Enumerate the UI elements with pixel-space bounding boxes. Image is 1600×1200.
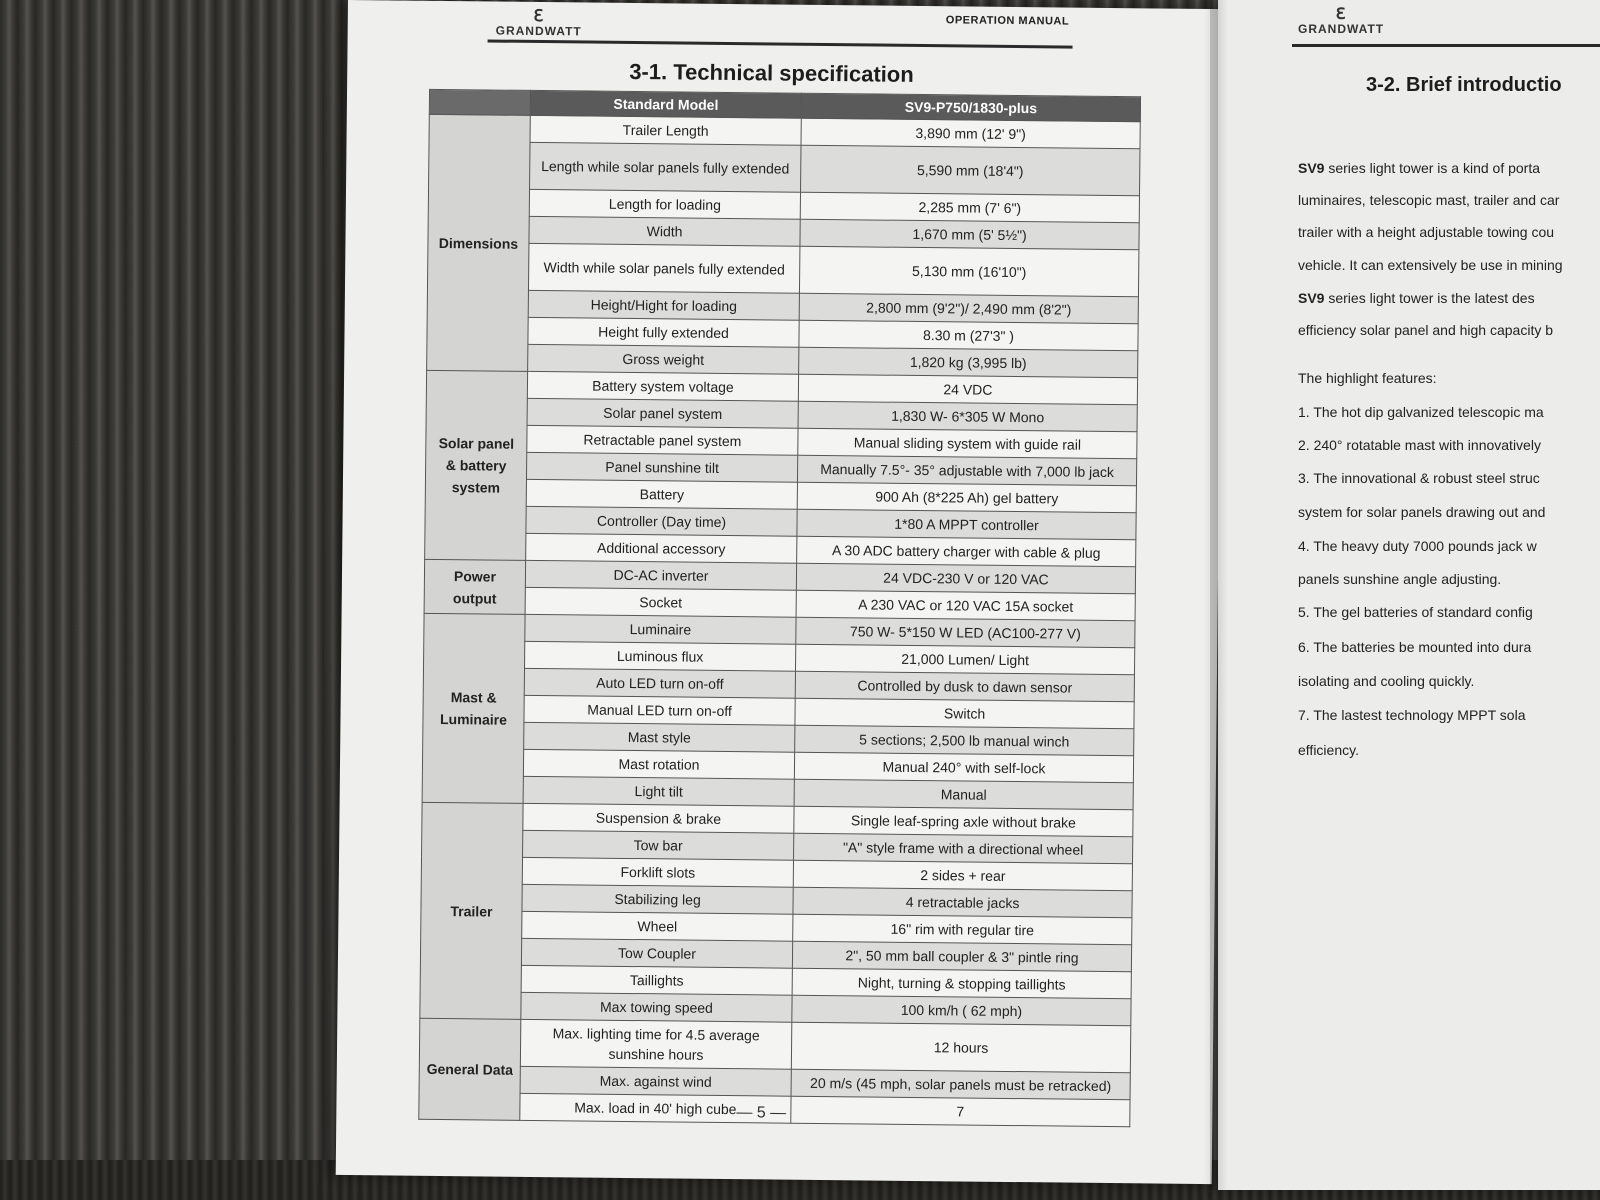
group-label: Solar panel & battery system — [425, 370, 528, 560]
spec-item: Battery system voltage — [527, 371, 798, 401]
intro-line — [1298, 224, 1554, 240]
table-row — [429, 141, 1140, 195]
table-row — [427, 242, 1138, 296]
spec-item: Taillights — [521, 965, 792, 995]
spec-value: Controlled by dusk to dawn sensor — [795, 671, 1134, 702]
spec-item: Mast rotation — [523, 749, 794, 779]
intro-line-text: vehicle. It can extensively be use in mining — [1298, 257, 1563, 273]
group-label: Mast & Luminaire — [422, 613, 525, 803]
spec-item: Max. lighting time for 4.5 average sunshine hours — [520, 1019, 791, 1069]
brand-logo — [495, 7, 582, 39]
intro-line-text: luminaires, telescopic mast, trailer and car — [1298, 192, 1560, 208]
spec-value: 1,830 W- 6*305 W Mono — [798, 401, 1137, 432]
intro-line — [1298, 160, 1540, 176]
intro-line-text: 4. The heavy duty 7000 pounds jack w — [1298, 538, 1537, 554]
spec-value: Night, turning & stopping taillights — [792, 968, 1131, 999]
spec-value: 1,670 mm (5' 5½") — [800, 219, 1139, 250]
group-label: Dimensions — [427, 114, 531, 371]
spec-item: Solar panel system — [527, 398, 798, 428]
intro-line-text: efficiency solar panel and high capacity b — [1298, 322, 1554, 338]
book-gutter — [1210, 0, 1228, 1190]
header-rule-right — [1292, 44, 1600, 47]
spec-table — [418, 89, 1141, 1127]
spec-item: Forklift slots — [522, 857, 793, 887]
spec-item: Tow bar — [523, 830, 794, 860]
intro-line-text: 5. The gel batteries of standard config — [1298, 604, 1533, 620]
header-standard-model: Standard Model — [530, 90, 801, 118]
intro-line-text: 3. The innovational & robust steel struc — [1298, 470, 1540, 486]
intro-line-text: efficiency. — [1298, 742, 1359, 758]
spec-value: Single leaf-spring axle without brake — [794, 806, 1133, 837]
spec-item: Trailer Length — [530, 115, 801, 145]
spec-value: A 30 ADC battery charger with cable & plug — [797, 536, 1136, 567]
spec-value: 1*80 A MPPT controller — [797, 509, 1136, 540]
intro-line-text: 2. 240° rotatable mast with innovatively — [1298, 437, 1541, 453]
group-label: General Data — [419, 1018, 521, 1120]
intro-line — [1298, 370, 1437, 386]
spec-item: Max. load in 40' high cube — [520, 1093, 791, 1123]
brand-logo-right — [1298, 8, 1384, 36]
intro-line — [1298, 437, 1541, 453]
spec-item: Tow Coupler — [521, 938, 792, 968]
intro-line-text: panels sunshine angle adjusting. — [1298, 571, 1502, 587]
page-title: 3-1. Technical specification — [629, 58, 914, 87]
intro-line-bold: SV9 — [1298, 160, 1325, 176]
spec-item: Width while solar panels fully extended — [528, 243, 799, 293]
intro-line-text: 7. The lastest technology MPPT sola — [1298, 707, 1526, 723]
spec-value: 2,800 mm (9'2")/ 2,490 mm (8'2") — [799, 293, 1138, 324]
spec-value: 3,890 mm (12' 9") — [801, 118, 1140, 149]
spec-item: Controller (Day time) — [526, 506, 797, 536]
spec-value: 5,130 mm (16'10") — [799, 246, 1138, 297]
spec-item: Light tilt — [523, 776, 794, 806]
spec-value: 750 W- 5*150 W LED (AC100-277 V) — [796, 617, 1135, 648]
spec-item: Height/Hight for loading — [528, 290, 799, 320]
intro-line — [1298, 257, 1563, 273]
spec-value: 21,000 Lumen/ Light — [795, 644, 1134, 675]
spec-item: Additional accessory — [526, 533, 797, 563]
spec-item: Auto LED turn on-off — [524, 668, 795, 698]
spec-item: Max towing speed — [521, 992, 792, 1022]
spec-value: A 230 VAC or 120 VAC 15A socket — [796, 590, 1135, 621]
intro-line — [1298, 604, 1533, 620]
intro-line — [1298, 470, 1540, 486]
spec-value: 1,820 kg (3,995 lb) — [799, 347, 1138, 378]
spec-value: 16" rim with regular tire — [793, 914, 1132, 945]
spec-value: 20 m/s (45 mph, solar panels must be retracked) — [791, 1069, 1130, 1100]
spec-value: 5,590 mm (18'4") — [801, 145, 1140, 196]
table-row — [419, 1018, 1130, 1072]
spec-item: Luminaire — [525, 614, 796, 644]
spec-item: Length for loading — [529, 189, 800, 219]
manual-page-right — [1218, 0, 1600, 1190]
intro-line-text: trailer with a height adjustable towing cou — [1298, 224, 1555, 240]
spec-value: 2,285 mm (7' 6") — [800, 192, 1139, 223]
group-label: Power output — [424, 559, 526, 614]
spec-value: 100 km/h ( 62 mph) — [792, 995, 1131, 1026]
brand-name-right: GRANDWATT — [1298, 22, 1385, 36]
intro-line — [1298, 707, 1526, 723]
spec-item: Height fully extended — [528, 317, 799, 347]
intro-line-bold: SV9 — [1298, 290, 1325, 306]
spec-item: Gross weight — [528, 344, 799, 374]
brand-name: GRANDWATT — [495, 23, 582, 39]
spec-item: Luminous flux — [525, 641, 796, 671]
group-label: Trailer — [420, 802, 523, 1019]
intro-line — [1298, 404, 1544, 420]
spec-value: Manual 240° with self-lock — [794, 752, 1133, 783]
intro-line — [1298, 290, 1535, 306]
spec-item: Wheel — [522, 911, 793, 941]
spec-item: DC-AC inverter — [525, 560, 796, 590]
spec-value: 7 — [791, 1096, 1130, 1127]
page-title-right: 3-2. Brief introductio — [1366, 74, 1562, 96]
header-corner — [429, 89, 530, 115]
intro-line-text: isolating and cooling quickly. — [1298, 673, 1475, 689]
spec-value: Manual sliding system with guide rail — [798, 428, 1137, 459]
header-label: OPERATION MANUAL — [945, 14, 1070, 28]
spec-item: Stabilizing leg — [522, 884, 793, 914]
intro-line — [1298, 504, 1545, 520]
spec-value: Manual — [794, 779, 1133, 810]
intro-line — [1298, 571, 1501, 587]
spec-item: Width — [529, 216, 800, 246]
spec-value: Switch — [795, 698, 1134, 729]
intro-line-text: series light tower is a kind of porta — [1324, 160, 1541, 176]
spec-value: 5 sections; 2,500 lb manual winch — [795, 725, 1134, 756]
spec-value: 24 VDC — [798, 374, 1137, 405]
spec-item: Suspension & brake — [523, 803, 794, 833]
spec-value: 4 retractable jacks — [793, 887, 1132, 918]
intro-line — [1298, 322, 1553, 338]
spec-item: Length while solar panels fully extended — [530, 142, 801, 192]
intro-line-text: system for solar panels drawing out and — [1298, 504, 1546, 520]
spec-item: Battery — [526, 479, 797, 509]
spec-value: 8.30 m (27'3" ) — [799, 320, 1138, 351]
spec-value: 2 sides + rear — [793, 860, 1132, 891]
spec-table-body — [419, 114, 1140, 1126]
intro-line — [1298, 742, 1359, 758]
spec-value: "A" style frame with a directional wheel — [794, 833, 1133, 864]
spec-item: Retractable panel system — [527, 425, 798, 455]
intro-line — [1298, 538, 1537, 554]
intro-line-text: series light tower is the latest des — [1324, 290, 1535, 306]
spec-item: Max. against wind — [520, 1066, 791, 1096]
page-number: — 5 — — [736, 1104, 787, 1122]
header-rule — [488, 39, 1073, 48]
brand-logo-icon: ℇ — [1335, 6, 1347, 23]
intro-line — [1298, 192, 1559, 208]
intro-line-text: The highlight features: — [1298, 370, 1437, 386]
spec-value: Manually 7.5°- 35° adjustable with 7,000 lb jack — [797, 455, 1136, 486]
spec-value: 24 VDC-230 V or 120 VAC — [796, 563, 1135, 594]
brand-logo-icon: ℇ — [533, 7, 545, 26]
manual-page-left — [336, 0, 1224, 1184]
spec-value: 12 hours — [791, 1022, 1130, 1073]
spec-value: 2", 50 mm ball coupler & 3" pintle ring — [792, 941, 1131, 972]
spec-item: Manual LED turn on-off — [524, 695, 795, 725]
intro-line — [1298, 639, 1531, 655]
spec-value: 900 Ah (8*225 Ah) gel battery — [797, 482, 1136, 513]
intro-line-text: 6. The batteries be mounted into dura — [1298, 639, 1532, 655]
spec-item: Socket — [525, 587, 796, 617]
spec-item: Panel sunshine tilt — [526, 452, 797, 482]
intro-line — [1298, 673, 1474, 689]
spec-item: Mast style — [524, 722, 795, 752]
header-model-code: SV9-P750/1830-plus — [801, 93, 1140, 122]
intro-line-text: 1. The hot dip galvanized telescopic ma — [1298, 404, 1544, 420]
